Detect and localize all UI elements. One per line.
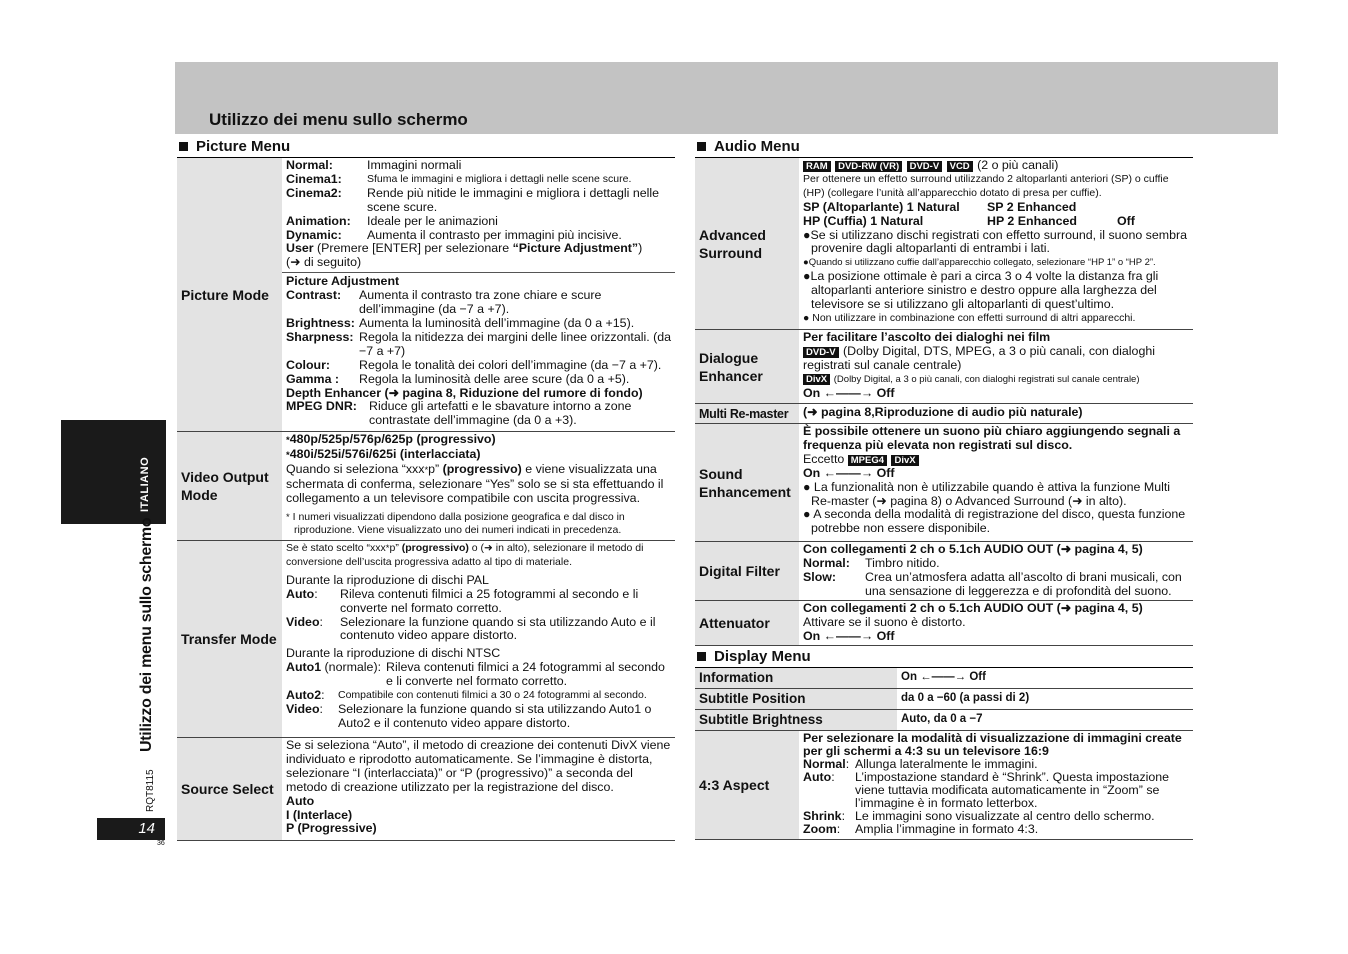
item-key: Colour: bbox=[286, 357, 331, 372]
user-line-ref: (➜ di seguito) bbox=[286, 255, 362, 270]
item-value: Selezionare la funzione quando si sta utilizzando Auto e il contenuto video appare distorto. bbox=[340, 614, 656, 643]
advanced-surround-row bbox=[695, 158, 1193, 330]
sound-enhancement-row bbox=[695, 424, 1193, 542]
item-value: Ideale per le animazioni bbox=[367, 213, 498, 228]
surround-desc: Per ottenere un effetto surround utilizzando 2 altoparlanti anteriori (SP) o cuffie (HP) (collegare l’unità all’apparecchio dotato di presa per cuffie). bbox=[803, 172, 1169, 199]
item-value: Rileva contenuti filmici a 24 fotogrammi al secondo e li converte nel formato corretto. bbox=[386, 660, 665, 689]
video-output-row bbox=[177, 432, 675, 541]
digital-filter-content: Con collegamenti 2 ch o 5.1ch AUDIO OUT (➜ pagina 4, 5) Normal: Timbro nitido. Slow: Crea un’atmosfera adatta all’ascolto di brani musicali, con una sensazione di leggerezza e di profondità del suono. bbox=[803, 542, 1182, 598]
transfer-mode-row bbox=[177, 541, 675, 738]
subtitle-brightness-row bbox=[695, 710, 1193, 731]
attenuator-content: Con collegamenti 2 ch o 5.1ch AUDIO OUT (➜ pagina 4, 5) Attivare se il suono è distorto. On ←——→ Off bbox=[799, 601, 1193, 645]
disc-tag: DVD-RW (VR) bbox=[835, 161, 902, 172]
page-number: 14 bbox=[97, 818, 165, 840]
digital-filter-label: Digital Filter bbox=[695, 542, 799, 600]
bullet-note: ● Non utilizzare in combinazione con effetti surround di altri apparecchi. bbox=[803, 311, 1136, 324]
divider bbox=[282, 272, 675, 273]
information-value: On ←——→ Off bbox=[901, 670, 986, 683]
square-bullet-icon bbox=[697, 652, 706, 661]
item-value: Regola la luminosità delle aree scure (da 0 a +5). bbox=[359, 371, 630, 386]
bullet-note: ●La posizione ottimale è pari a circa 3 o 4 volte la distanza fra gli altoparlanti anteriore sinistro e destro oppure alla larghezza del televisore se si utilizzano gli altoparlanti di quest’ultimo. bbox=[803, 269, 1159, 312]
dialogue-enhancer-content: Per facilitare l’ascolto dei dialoghi nei film DVD-V (Dolby Digital, DTS, MPEG, a 3 o più canali, con dialoghi registrati sul canale centrale) DivX (Dolby Digital, a 3 o più canali, con dialoghi registrati sul canale centrale) On ←——→ Off bbox=[799, 330, 1193, 403]
subtitle-position-row bbox=[695, 689, 1193, 710]
item-value: Selezionare la funzione quando si sta utilizzando Auto1 o Auto2 e il contenuto video appare distorto. bbox=[338, 701, 652, 730]
on-off-setting: On ←——→ Off bbox=[803, 465, 895, 480]
bullet-note: ● La funzionalità non è utilizzabile quando è attiva la funzione Multi Re-master (➜ pagina 8) o Advanced Surround (➜ in alto). bbox=[803, 479, 1171, 508]
item-key: Sharpness: bbox=[286, 329, 354, 344]
advanced-surround-content: RAM DVD-RW (VR) DVD-V VCD (2 o più canali) Per ottenere un effetto surround utilizzando 2 altoparlanti anteriori (SP) o cuffie (HP) (collegare l’unità all’apparecchio dotato di presa per cuffie). SP (Altoparlante) 1 Natural SP 2 Enhanced HP (Cuffia) 1 Natural HP 2 Enhanced Off ●Se si utilizzano dischi registrati con effetto surround, il suono sembra provenire dagli altoparlanti di entrambi i lati. ●Quando si utilizzano cuffie dall’apparecchio collegato, selezionare “HP 1” o “HP 2”. ●La posizione ottimale è pari a circa 3 o 4 volte la distanza fra gli altoparlanti anteriore sinistro e destro oppure alla larghezza del televisore se si utilizzano gli altoparlanti di quest’ultimo. ● Non utilizzare in combinazione con effetti surround di altri apparecchi. bbox=[799, 158, 1193, 329]
sound-enhancement-content: È possibile ottenere un suono più chiaro aggiungendo segnali a frequenza più elevata non registrati sul disco. Eccetto MPEG4 DivX On ←——→ Off ● La funzionalità non è utilizzabile quando è attiva la funzione Multi Re-master (➜ pagina 8) o Advanced Surround (➜ in alto). ● A seconda della modalità di registrazione del disco, questa funzione potrebbe non essere disponibile. bbox=[799, 424, 1193, 541]
subtitle-position-value: da 0 a −60 (a passi di 2) bbox=[901, 691, 1030, 704]
page-title: Utilizzo dei menu sullo schermo bbox=[209, 110, 468, 129]
information-row bbox=[695, 668, 1193, 689]
video-output-label: Video Output Mode bbox=[177, 432, 282, 540]
item-value: Regola la nitidezza dei margini delle linee orizzontali. (da −7 a +7) bbox=[359, 329, 672, 358]
source-desc: Se si seleziona “Auto”, il metodo di creazione dei contenuti DivX viene individuato e riprodotto automaticamente. Se l’immagine è distorta, selezionare “I (interlacciata)” or “P (progressivo)” a seconda del metodo di creazione utilizzato per la registrazione del disco. bbox=[286, 738, 671, 794]
source-select-row bbox=[177, 738, 675, 841]
item-value: Riduce gli artefatti e le sbavature intorno a zone contrastate dell’immagine (da 0 a +3). bbox=[369, 399, 632, 428]
language-label: ITALIANO bbox=[139, 456, 151, 512]
item-key: Dynamic: bbox=[286, 227, 342, 242]
item-key: Brightness: bbox=[286, 315, 355, 330]
source-option: P (Progressive) bbox=[286, 821, 377, 836]
information-label: Information bbox=[695, 668, 897, 688]
picture-menu-heading: Picture Menu bbox=[177, 137, 675, 158]
item-value: Regola le tonalità dei colori dell’immagine (da −7 a +7). bbox=[359, 357, 662, 372]
audio-menu-heading: Audio Menu bbox=[695, 137, 1193, 158]
subtitle-brightness-value: Auto, da 0 a −7 bbox=[901, 712, 983, 725]
subtitle-brightness-label: Subtitle Brightness bbox=[695, 710, 897, 730]
depth-enhancer: Depth Enhancer (➜ pagina 8, Riduzione del rumore di fondo) bbox=[286, 385, 643, 400]
bullet-note: ●Se si utilizzano dischi registrati con effetto surround, il suono sembra provenire dagli altoparlanti di entrambi i lati. bbox=[803, 227, 1187, 256]
transfer-intro: Se è stato scelto “xxx*p” (progressivo) o (➜ in alto), selezionare il metodo di conversione dell’uscita progressiva adatto al tipo di materiale. bbox=[286, 542, 644, 568]
display-menu-heading: Display Menu bbox=[695, 647, 1193, 668]
asterisk: * bbox=[286, 449, 290, 461]
square-bullet-icon bbox=[179, 142, 188, 151]
source-select-content bbox=[282, 738, 675, 840]
disc-tag: VCD bbox=[947, 161, 973, 172]
transfer-mode-label: Transfer Mode bbox=[177, 541, 282, 737]
item-key: Animation: bbox=[286, 213, 351, 228]
item-value: Aumenta la luminosità dell’immagine (da 0 a +15). bbox=[359, 315, 635, 330]
item-key: Cinema2: bbox=[286, 185, 342, 200]
disc-tag: MPEG4 bbox=[848, 455, 887, 466]
asterisk: * bbox=[286, 435, 290, 446]
digital-filter-row bbox=[695, 542, 1193, 601]
video-output-desc: Quando si seleziona “xxx*p” (progressivo) e viene visualizzata una schermata di conferma, selezionare “Yes” solo se si sta effettuando il collegamento a un televisore compatibile con uscita progressiva. bbox=[286, 461, 664, 505]
header-banner bbox=[175, 62, 1278, 134]
video-output-note: * I numeri visualizzati dipendono dalla posizione geografica e dal disco in riproduzione. Viene visualizzato uno dei numeri indicati in precedenza. bbox=[286, 510, 625, 537]
attenuator-label: Attenuator bbox=[695, 601, 799, 645]
source-option: Auto bbox=[286, 793, 315, 808]
item-value: Aumenta il contrasto per immagini più incisive. bbox=[367, 227, 622, 242]
aspect-content: Per selezionare la modalità di visualizzazione di immagini create per gli schermi a 4:3 su un televisore 16:9 Normal: Allunga lateralmente le immagini. Auto: L’impostazione standard è “Shrink”. Questa impostazione viene tuttavia modificata automaticamente in “Zoom” se l’immagine è in formato letterbox. Shrink: Le immagini sono visualizzate al centro dello schermo. Zoom: Amplia l’immagine in formato 4:3. bbox=[803, 731, 1182, 836]
video-output-content: *480p/525p/576p/625p (progressivo) *480i/525i/576i/625i (interlacciata) Quando si seleziona “xxx*p” (progressivo) e viene visualizzata una schermata di conferma, selezionare “Yes” solo se si sta effettuando il collegamento a un televisore compatibile con uscita progressiva. * I numeri visualizzati dipendono dalla posizione geografica e dal disco in riproduzione. Viene visualizzato uno dei numeri indicati in precedenza. bbox=[282, 432, 675, 540]
aspect-label: 4:3 Aspect bbox=[695, 731, 799, 839]
item-key: Gamma : bbox=[286, 371, 340, 386]
bullet-note: ● A seconda della modalità di registrazione del disco, questa funzione potrebbe non essere disponibile. bbox=[803, 507, 1186, 536]
language-tab bbox=[61, 420, 166, 524]
dialogue-enhancer-label: Dialogue Enhancer bbox=[695, 330, 799, 403]
picture-mode-row bbox=[177, 158, 675, 432]
item-value: Sfuma le immagini e migliora i dettagli nelle scene scure. bbox=[367, 172, 632, 185]
dialogue-enhancer-row bbox=[695, 330, 1193, 404]
item-key: Normal: bbox=[286, 158, 333, 172]
item-value: Rende più nitide le immagini e migliora i dettagli nelle scene scure. bbox=[367, 185, 660, 214]
picture-mode-label: Picture Mode bbox=[177, 158, 282, 431]
doc-code: RQT8115 bbox=[145, 769, 156, 812]
page-subnumber: 36 bbox=[157, 840, 165, 847]
pal-heading: Durante la riproduzione di dischi PAL bbox=[286, 572, 489, 587]
disc-tag: DivX bbox=[803, 374, 830, 385]
on-off-setting: On ←——→ Off bbox=[803, 628, 895, 643]
item-value: Rileva contenuti filmici a 25 fotogrammi al secondo e li converte nel formato corretto. bbox=[340, 586, 639, 615]
disc-tag: DVD-V bbox=[907, 161, 943, 172]
aspect-row bbox=[695, 731, 1193, 840]
user-line: User (Premere [ENTER] per selezionare “Picture Adjustment”) bbox=[286, 241, 643, 256]
source-select-label: Source Select bbox=[177, 738, 282, 840]
multi-remaster-label: Multi Re-master bbox=[695, 404, 799, 423]
disc-tag: DivX bbox=[891, 455, 918, 466]
item-key: MPEG DNR: bbox=[286, 399, 357, 414]
disc-tag: RAM bbox=[803, 161, 831, 172]
subtitle-position-label: Subtitle Position bbox=[695, 689, 897, 709]
transfer-mode-content: Se è stato scelto “xxx*p” (progressivo) o (➜ in alto), selezionare il metodo di conversione dell’uscita progressiva adatto al tipo di materiale. Durante la riproduzione di dischi PAL Auto: Rileva contenuti filmici a 25 fotogrammi al secondo e li converte nel formato corretto. Video: Selezionare la funzione quando si sta utilizzando Auto e il contenuto video appare distorto. Durante la riproduzione di dischi NTSC Auto1 (normale): Rileva contenuti filmici a 24 fotogrammi al secondo e li converte nel formato corretto. Auto2: Compatibile con contenuti filmici a 30 o 24 fotogrammi al secondo. Video: Selezionare la funzione quando si sta utilizzando Auto1 o Auto2 e il contenuto video appare distorto. bbox=[282, 541, 675, 737]
audio-menu-section bbox=[695, 137, 1193, 840]
item-key: Contrast: bbox=[286, 288, 342, 303]
item-key: Cinema1: bbox=[286, 171, 342, 186]
source-option: I (Interlace) bbox=[286, 807, 353, 822]
multi-remaster-content: (➜ pagina 8, Riproduzione di audio più naturale) bbox=[803, 405, 1083, 420]
square-bullet-icon bbox=[697, 142, 706, 151]
multi-remaster-row bbox=[695, 404, 1193, 424]
item-value: Aumenta il contrasto tra zone chiare e scure dell’immagine (da −7 a +7). bbox=[359, 288, 602, 317]
sound-enhancement-label: Sound Enhancement bbox=[695, 424, 799, 541]
advanced-surround-label: Advanced Surround bbox=[695, 158, 799, 329]
attenuator-row bbox=[695, 601, 1193, 646]
bullet-note: ●Quando si utilizzano cuffie dall’apparecchio collegato, selezionare “HP 1” o “HP 2”. bbox=[803, 257, 1156, 269]
side-title: Utilizzo dei menu sullo schermo bbox=[138, 517, 155, 752]
disc-tag: DVD-V bbox=[803, 347, 839, 358]
item-value: Immagini normali bbox=[367, 158, 462, 172]
picture-mode-content bbox=[282, 158, 675, 431]
ntsc-heading: Durante la riproduzione di dischi NTSC bbox=[286, 646, 501, 661]
picture-menu-section bbox=[177, 137, 675, 841]
adjustment-title: Picture Adjustment bbox=[286, 274, 400, 289]
item-value: Compatibile con contenuti filmici a 30 o 24 fotogrammi al secondo. bbox=[338, 689, 647, 702]
on-off-setting: On ←——→ Off bbox=[803, 385, 895, 400]
